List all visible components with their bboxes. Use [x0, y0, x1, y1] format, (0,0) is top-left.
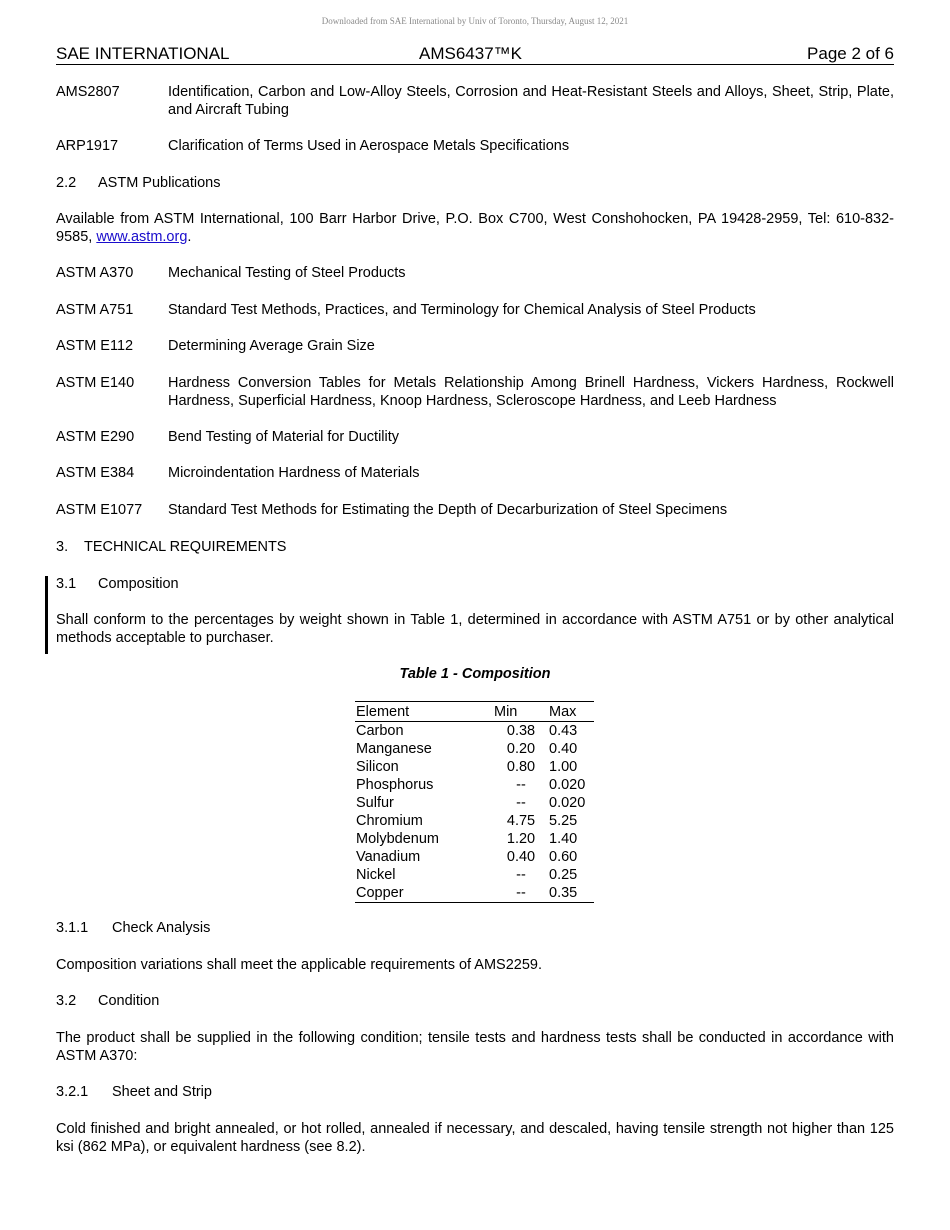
download-watermark: Downloaded from SAE International by Univ of Toronto, Thursday, August 12, 2021	[321, 16, 629, 26]
reference-description: Bend Testing of Material for Ductility	[168, 429, 400, 445]
min-cell: --	[516, 795, 526, 811]
reference-item	[56, 302, 894, 320]
reference-code: ASTM E112	[56, 338, 134, 354]
reference-code: ASTM E140	[56, 375, 135, 391]
table-row	[355, 722, 594, 741]
table-row	[355, 740, 594, 758]
min-cell: 4.75	[506, 813, 536, 829]
min-cell: 0.40	[506, 849, 536, 865]
section-heading-3-1	[56, 575, 179, 593]
min-cell: 0.38	[506, 723, 536, 739]
condition-paragraph: The product shall be supplied in the following condition; tensile tests and hardness tests shall be conducted in accordance with ASTM A370:	[56, 1030, 894, 1064]
max-cell: 0.60	[549, 849, 578, 865]
reference-code: AMS2807	[56, 84, 120, 100]
max-cell: 1.40	[549, 831, 578, 847]
max-cell: 0.43	[549, 723, 578, 739]
element-cell: Molybdenum	[356, 831, 440, 847]
table-row	[355, 884, 594, 903]
table-row	[355, 866, 594, 884]
reference-description: Hardness Conversion Tables for Metals Relationship Among Brinell Hardness, Vickers Hardness, Rockwell Hardness, Superficial Hardness, Knoop Hardness, Scleroscope Hardness, and Leeb Hardness	[168, 375, 894, 409]
reference-description: Determining Average Grain Size	[168, 338, 375, 354]
max-cell: 1.00	[549, 759, 578, 775]
column-header: Element	[355, 702, 493, 722]
header-doc-number: AMS6437™K	[419, 44, 522, 63]
table-row	[355, 830, 594, 848]
max-cell: 5.25	[549, 813, 578, 829]
check-analysis-paragraph: Composition variations shall meet the applicable requirements of AMS2259.	[56, 957, 543, 973]
availability-text: Available from ASTM International, 100 Barr Harbor Drive, P.O. Box C700, West Conshohocken, PA 19428-2959, Tel: 610-832-9585,	[56, 211, 894, 245]
reference-item	[56, 502, 894, 520]
min-cell: 0.80	[506, 759, 536, 775]
header-org: SAE INTERNATIONAL	[56, 44, 230, 63]
section-heading-2-2	[56, 174, 221, 192]
min-cell: --	[516, 867, 526, 883]
reference-code: ASTM A751	[56, 302, 134, 318]
reference-description: Microindentation Hardness of Materials	[168, 465, 420, 481]
section-heading-3-2	[56, 992, 159, 1010]
table-row	[355, 848, 594, 866]
element-cell: Vanadium	[356, 849, 421, 865]
reference-code: ASTM E290	[56, 429, 135, 445]
header-page-number: Page 2 of 6	[807, 44, 894, 63]
astm-availability-paragraph	[56, 210, 894, 246]
section-number: 3.2.1	[56, 1084, 89, 1100]
min-cell: 0.20	[506, 741, 536, 757]
element-cell: Copper	[355, 884, 493, 903]
reference-description: Identification, Carbon and Low-Alloy Steels, Corrosion and Heat-Resistant Steels and Alloys, Sheet, Strip, Plate, and Aircraft Tubing	[168, 84, 894, 118]
composition-table	[355, 701, 594, 903]
table-header-row	[355, 702, 594, 722]
element-cell: Carbon	[356, 723, 404, 739]
column-header: Max	[548, 702, 594, 722]
availability-end: .	[187, 229, 192, 245]
table-row	[355, 758, 594, 776]
composition-paragraph: Shall conform to the percentages by weight shown in Table 1, determined in accordance with ASTM A751 or by other analytical methods acceptable to purchaser.	[56, 612, 894, 646]
table-row	[355, 794, 594, 812]
element-cell: Silicon	[356, 759, 399, 775]
reference-description: Standard Test Methods for Estimating the Depth of Decarburization of Steel Specimens	[168, 502, 728, 518]
element-cell: Manganese	[356, 741, 432, 757]
max-cell: 0.35	[548, 884, 594, 903]
table-caption: Table 1 - Composition	[399, 666, 551, 682]
table-row	[355, 776, 594, 794]
reference-code: ASTM A370	[56, 265, 134, 281]
reference-item	[56, 465, 894, 483]
reference-item	[56, 84, 894, 119]
reference-description: Clarification of Terms Used in Aerospace Metals Specifications	[168, 138, 570, 154]
element-cell: Phosphorus	[356, 777, 434, 793]
column-header: Min	[493, 702, 548, 722]
min-cell: 1.20	[506, 831, 536, 847]
section-title: Sheet and Strip	[112, 1084, 212, 1100]
max-cell: 0.40	[549, 741, 578, 757]
astm-website-link[interactable]: www.astm.org	[96, 229, 188, 245]
reference-item	[56, 429, 894, 447]
element-cell: Nickel	[356, 867, 396, 883]
reference-description: Standard Test Methods, Practices, and Terminology for Chemical Analysis of Steel Products	[168, 302, 756, 318]
element-cell: Chromium	[356, 813, 423, 829]
section-number: 3.2	[56, 993, 77, 1009]
section-number: 3.1	[56, 576, 77, 592]
section-number: 3.	[56, 539, 69, 555]
reference-item	[56, 138, 894, 156]
reference-code: ASTM E384	[56, 465, 135, 481]
page-header	[56, 44, 894, 65]
reference-description: Mechanical Testing of Steel Products	[168, 265, 406, 281]
reference-code: ARP1917	[56, 138, 119, 154]
section-title: Composition	[98, 576, 179, 592]
section-title: Check Analysis	[112, 920, 211, 936]
max-cell: 0.020	[549, 795, 586, 811]
section-title: Condition	[98, 993, 160, 1009]
element-cell: Sulfur	[356, 795, 394, 811]
section-title: TECHNICAL REQUIREMENTS	[84, 539, 287, 555]
section-title: ASTM Publications	[98, 175, 221, 191]
min-cell: --	[493, 884, 548, 903]
max-cell: 0.020	[549, 777, 586, 793]
table-row	[355, 812, 594, 830]
section-number: 3.1.1	[56, 920, 89, 936]
section-heading-3-2-1	[56, 1083, 212, 1101]
min-cell: --	[516, 777, 526, 793]
section-heading-3-1-1	[56, 919, 210, 937]
section-number: 2.2	[56, 175, 77, 191]
revision-change-bar	[45, 576, 48, 654]
sheet-strip-paragraph: Cold finished and bright annealed, or hot rolled, annealed if necessary, and descaled, having tensile strength not higher than 125 ksi (862 MPa), or equivalent hardness (see 8.2).	[56, 1121, 894, 1155]
section-heading-3	[56, 538, 286, 556]
reference-code: ASTM E1077	[56, 502, 143, 518]
reference-item	[56, 265, 894, 283]
max-cell: 0.25	[549, 867, 578, 883]
reference-item	[56, 375, 894, 410]
reference-item	[56, 338, 894, 356]
